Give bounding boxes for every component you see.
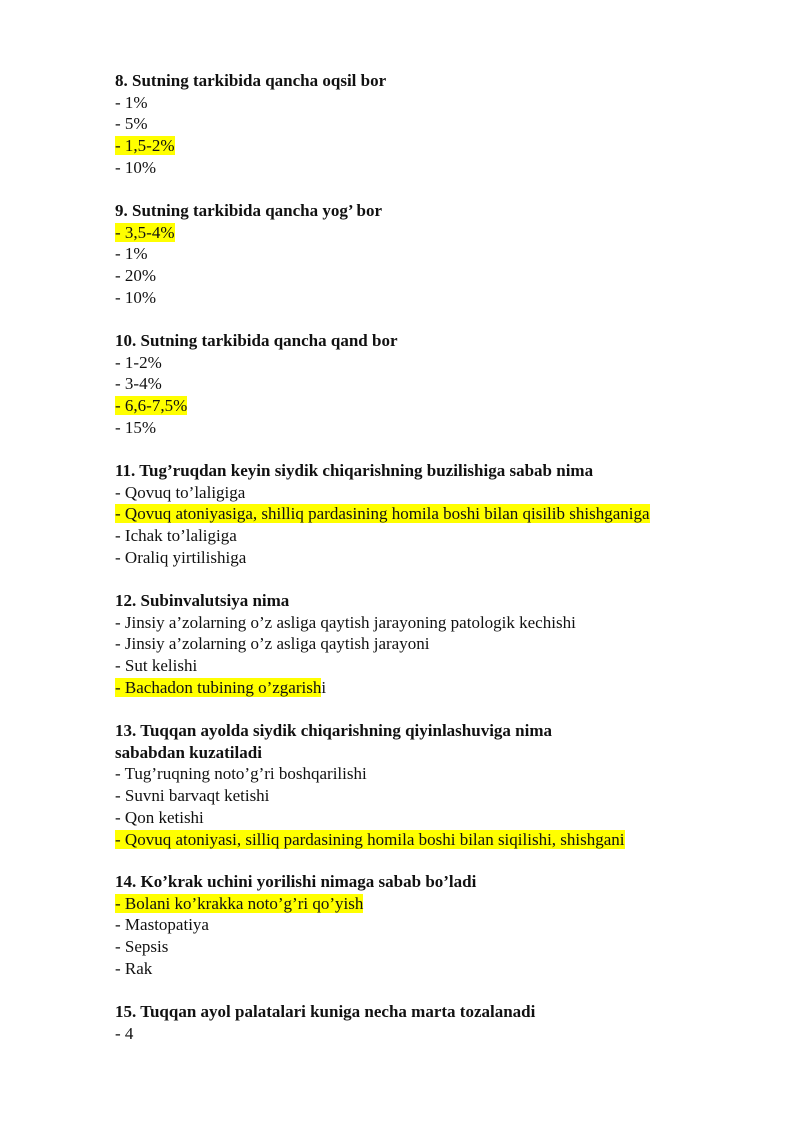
option-prefix: - — [115, 352, 125, 372]
answer-option — [115, 633, 755, 655]
answer-option — [115, 417, 755, 439]
option-prefix: - — [115, 893, 125, 913]
answer-option — [115, 287, 755, 309]
option-text: 1% — [124, 244, 148, 264]
option-prefix: - — [115, 807, 125, 827]
question-title: 15. Tuqqan ayol palatalari kuniga necha marta tozalanadi — [115, 1002, 536, 1021]
question-title: 11. Tug’ruqdan keyin siydik chiqarishning buzilishiga sabab nima — [115, 461, 594, 480]
question-9 — [115, 200, 755, 309]
question-12 — [115, 590, 755, 699]
option-text: 6,6-7,5% — [124, 396, 188, 416]
option-prefix: - — [115, 157, 125, 177]
answer-option-correct — [115, 135, 755, 157]
answer-option — [115, 547, 755, 569]
question-title: 8. Sutning tarkibida qancha oqsil bor — [115, 71, 387, 90]
option-text: Suvni barvaqt ketishi — [124, 786, 270, 806]
question-15 — [115, 1001, 755, 1044]
option-text: 3-4% — [124, 374, 162, 394]
answer-option-correct — [115, 503, 755, 525]
question-8 — [115, 70, 755, 179]
answer-option — [115, 807, 755, 829]
option-text: 1,5-2% — [124, 136, 175, 156]
option-text: 10% — [124, 287, 157, 307]
answer-option-correct — [115, 893, 755, 915]
option-prefix: - — [115, 634, 125, 654]
answer-option — [115, 265, 755, 287]
option-prefix: - — [115, 417, 125, 437]
option-prefix: - — [115, 92, 125, 112]
answer-option — [115, 785, 755, 807]
option-prefix: - — [115, 396, 125, 416]
answer-option-correct — [115, 677, 755, 699]
option-text: Tug’ruqning noto’g’ri boshqarilishi — [124, 764, 367, 784]
option-prefix: - — [115, 114, 125, 134]
answer-option-correct — [115, 222, 755, 244]
option-text: Qovuq to’laligiga — [124, 482, 246, 502]
option-prefix: - — [115, 287, 125, 307]
answer-option — [115, 655, 755, 677]
answer-option — [115, 373, 755, 395]
option-text: Bachadon tubining o’zgarish — [124, 677, 322, 697]
option-prefix: - — [115, 547, 125, 567]
option-prefix: - — [115, 958, 125, 978]
option-prefix: - — [115, 1023, 125, 1043]
option-prefix: - — [115, 656, 125, 676]
option-prefix: - — [115, 786, 125, 806]
option-text: Qovuq atoniyasi, silliq pardasining homila boshi bilan siqilishi, shishgani — [124, 829, 625, 849]
option-text: 1% — [124, 92, 148, 112]
answer-option — [115, 243, 755, 265]
answer-option-correct — [115, 829, 755, 851]
answer-option — [115, 157, 755, 179]
answer-option — [115, 1023, 755, 1045]
option-text: Jinsiy a’zolarning o’z asliga qaytish jarayoni — [124, 634, 430, 654]
answer-option — [115, 958, 755, 980]
option-text: Rak — [124, 958, 153, 978]
answer-option — [115, 763, 755, 785]
option-text: 15% — [124, 417, 157, 437]
answer-option — [115, 92, 755, 114]
option-text: 10% — [124, 157, 157, 177]
option-prefix: - — [115, 504, 125, 524]
option-text: Oraliq yirtilishiga — [124, 547, 247, 567]
option-text: Sepsis — [124, 937, 169, 957]
option-text: Qon ketishi — [124, 807, 204, 827]
option-prefix: - — [115, 526, 125, 546]
option-prefix: - — [115, 829, 125, 849]
option-prefix: - — [115, 677, 125, 697]
option-text: 4 — [124, 1023, 134, 1043]
option-text: Bolani ko’krakka noto’g’ri qo’yish — [124, 893, 364, 913]
answer-option — [115, 936, 755, 958]
option-prefix: - — [115, 244, 125, 264]
option-prefix: - — [115, 937, 125, 957]
question-title: 13. Tuqqan ayolda siydik chiqarishning qiyinlashuviga nima sababdan kuzatiladi — [115, 721, 553, 762]
answer-option — [115, 914, 755, 936]
option-prefix: - — [115, 482, 125, 502]
option-prefix: - — [115, 915, 125, 935]
option-prefix: - — [115, 266, 125, 286]
option-prefix: - — [115, 612, 125, 632]
option-text: Qovuq atoniyasiga, shilliq pardasining homila boshi bilan qisilib shishganiga — [124, 504, 650, 524]
option-text: 1-2% — [124, 352, 162, 372]
answer-option — [115, 113, 755, 135]
answer-option — [115, 612, 755, 634]
option-text: Jinsiy a’zolarning o’z asliga qaytish jarayoning patologik kechishi — [124, 612, 576, 632]
option-prefix: - — [115, 136, 125, 156]
option-prefix: - — [115, 764, 125, 784]
option-prefix: - — [115, 374, 125, 394]
answer-option — [115, 482, 755, 504]
answer-option-correct — [115, 395, 755, 417]
question-title: 10. Sutning tarkibida qancha qand bor — [115, 331, 398, 350]
question-13 — [115, 720, 755, 850]
option-text: Mastopatiya — [124, 915, 209, 935]
option-tail: i — [321, 677, 327, 697]
option-text: 5% — [124, 114, 148, 134]
answer-option — [115, 525, 755, 547]
option-text: Ichak to’laligiga — [124, 526, 237, 546]
question-10 — [115, 330, 755, 439]
question-title: 12. Subinvalutsiya nima — [115, 591, 290, 610]
question-title: 9. Sutning tarkibida qancha yog’ bor — [115, 201, 383, 220]
option-text: 3,5-4% — [124, 222, 175, 242]
option-text: Sut kelishi — [124, 656, 198, 676]
question-title: 14. Ko’krak uchini yorilishi nimaga sabab bo’ladi — [115, 872, 477, 891]
question-14 — [115, 871, 755, 980]
option-text: 20% — [124, 266, 157, 286]
option-prefix: - — [115, 222, 125, 242]
answer-option — [115, 352, 755, 374]
question-11 — [115, 460, 755, 569]
